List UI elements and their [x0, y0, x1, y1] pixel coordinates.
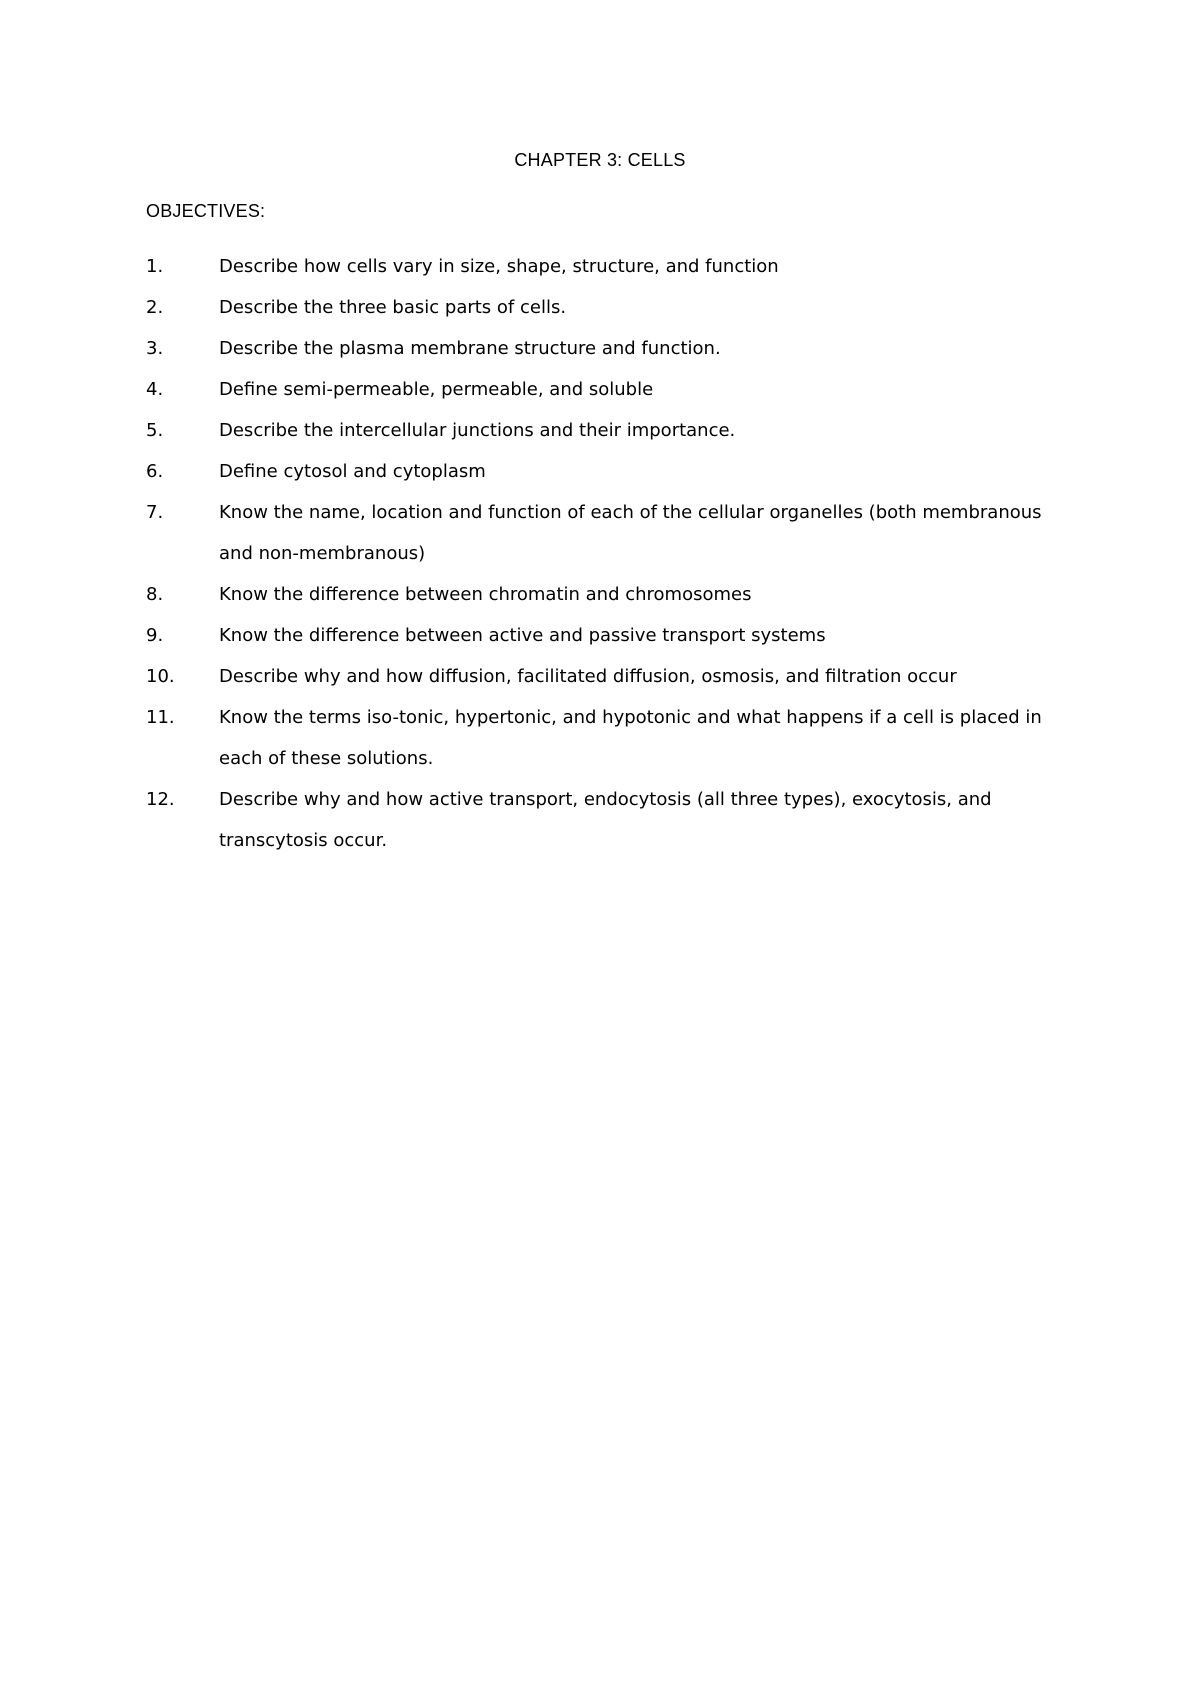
objective-number: 11. — [146, 707, 175, 728]
objective-item — [0, 287, 1059, 328]
objective-text: Know the difference between chromatin and chromosomes — [219, 584, 752, 605]
objective-number: 7. — [146, 502, 164, 523]
objectives-list — [0, 246, 1200, 861]
objective-number: 5. — [146, 420, 164, 441]
objective-item — [0, 410, 1059, 451]
objective-number: 10. — [146, 666, 175, 687]
objective-number: 3. — [146, 338, 164, 359]
objective-text: Describe why and how active transport, endocytosis (all three types), exocytosis, and transcytosis occur. — [219, 789, 992, 851]
objective-item — [0, 615, 1059, 656]
objective-number: 12. — [146, 789, 175, 810]
objective-number: 8. — [146, 584, 164, 605]
objective-item — [0, 451, 1059, 492]
objective-text: Define cytosol and cytoplasm — [219, 461, 486, 482]
objective-text: Describe the three basic parts of cells. — [219, 297, 567, 318]
objectives-heading: OBJECTIVES: — [146, 201, 266, 221]
objective-text: Describe the plasma membrane structure and function. — [219, 338, 721, 359]
objective-number: 6. — [146, 461, 164, 482]
objective-item — [0, 779, 1059, 861]
objective-text: Define semi-permeable, permeable, and soluble — [219, 379, 654, 400]
objective-item — [0, 697, 1059, 779]
objective-text: Describe the intercellular junctions and their importance. — [219, 420, 736, 441]
objective-text: Describe why and how diffusion, facilitated diffusion, osmosis, and filtration occur — [219, 666, 957, 687]
objective-item — [0, 328, 1059, 369]
objective-number: 4. — [146, 379, 164, 400]
objective-item — [0, 246, 1059, 287]
objective-number: 1. — [146, 256, 164, 277]
objective-item — [0, 574, 1059, 615]
chapter-title: CHAPTER 3: CELLS — [514, 150, 686, 170]
objective-item — [0, 656, 1059, 697]
objective-item — [0, 369, 1059, 410]
objective-number: 9. — [146, 625, 164, 646]
objective-text: Know the terms iso-tonic, hypertonic, and hypotonic and what happens if a cell is placed in each of these solutions. — [219, 707, 1042, 769]
objective-text: Know the name, location and function of each of the cellular organelles (both membranous and non-membranous) — [219, 502, 1042, 564]
objective-number: 2. — [146, 297, 164, 318]
objective-item — [0, 492, 1059, 574]
objective-text: Describe how cells vary in size, shape, structure, and function — [219, 256, 779, 277]
objective-text: Know the difference between active and passive transport systems — [219, 625, 826, 646]
